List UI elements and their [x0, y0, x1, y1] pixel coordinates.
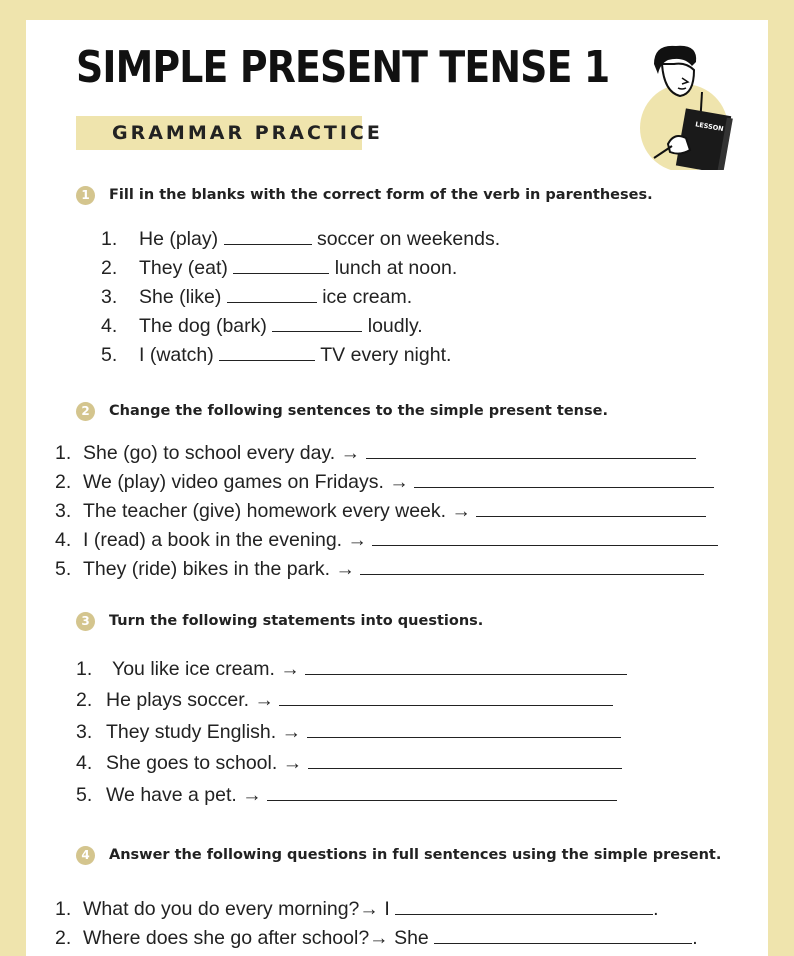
section-number-badge: 2 [76, 402, 95, 421]
section-instruction: Fill in the blanks with the correct form of the verb in parentheses. [109, 187, 653, 203]
book-label: LESSON [694, 120, 725, 134]
exercise-item: 2. Where does she go after school?→ She . [55, 927, 698, 949]
exercise-item: 3. They study English. → [76, 719, 621, 745]
exercise-item: 1. What do you do every morning?→ I . [55, 898, 659, 920]
section-1-heading [76, 184, 653, 206]
answer-line[interactable] [267, 783, 617, 801]
section-number-badge: 3 [76, 612, 95, 631]
answer-line[interactable] [372, 528, 718, 546]
section-3-heading [76, 610, 483, 632]
answer-line[interactable] [307, 720, 621, 738]
exercise-item: 5. They (ride) bikes in the park. → [55, 556, 704, 582]
section-number-badge: 1 [76, 186, 95, 205]
answer-blank[interactable] [219, 343, 315, 361]
exercise-item: 4. The dog (bark) loudly. [101, 315, 423, 337]
exercise-item: 5. I (watch) TV every night. [101, 344, 452, 366]
exercise-item: 1. He (play) soccer on weekends. [101, 228, 501, 250]
answer-line[interactable] [308, 751, 622, 769]
answer-line[interactable] [305, 657, 627, 675]
exercise-item: 2. They (eat) lunch at noon. [101, 257, 458, 279]
answer-line[interactable] [414, 470, 714, 488]
section-4-heading [76, 844, 721, 866]
exercise-item: 1. You like ice cream. → [76, 656, 627, 682]
section-instruction: Change the following sentences to the simple present tense. [109, 403, 608, 419]
answer-line[interactable] [476, 499, 706, 517]
section-number-badge: 4 [76, 846, 95, 865]
answer-line[interactable] [366, 441, 696, 459]
exercise-item: 3. She (like) ice cream. [101, 286, 413, 308]
answer-blank[interactable] [233, 256, 329, 274]
answer-blank[interactable] [224, 227, 312, 245]
section-instruction: Turn the following statements into questions. [109, 613, 484, 629]
page-title: SIMPLE PRESENT TENSE 1 [76, 42, 610, 93]
exercise-item: 3. The teacher (give) homework every week. → [55, 498, 706, 524]
exercise-item: 5. We have a pet. → [76, 782, 617, 808]
answer-line[interactable] [360, 557, 704, 575]
answer-blank[interactable] [272, 314, 362, 332]
exercise-item: 2. We (play) video games on Fridays. → [55, 469, 714, 495]
teacher-illustration [624, 34, 738, 170]
answer-line[interactable] [395, 897, 653, 915]
exercise-item: 1. She (go) to school every day. → [55, 440, 696, 466]
answer-line[interactable] [279, 688, 613, 706]
worksheet-page [26, 20, 768, 956]
exercise-item: 2. He plays soccer. → [76, 687, 613, 713]
page-subtitle: GRAMMAR PRACTICE [76, 116, 362, 150]
exercise-item: 4. I (read) a book in the evening. → [55, 527, 718, 553]
section-2-heading [76, 400, 608, 422]
exercise-item: 4. She goes to school. → [76, 750, 622, 776]
answer-blank[interactable] [227, 285, 317, 303]
answer-line[interactable] [434, 926, 692, 944]
section-instruction: Answer the following questions in full sentences using the simple present. [109, 847, 722, 863]
